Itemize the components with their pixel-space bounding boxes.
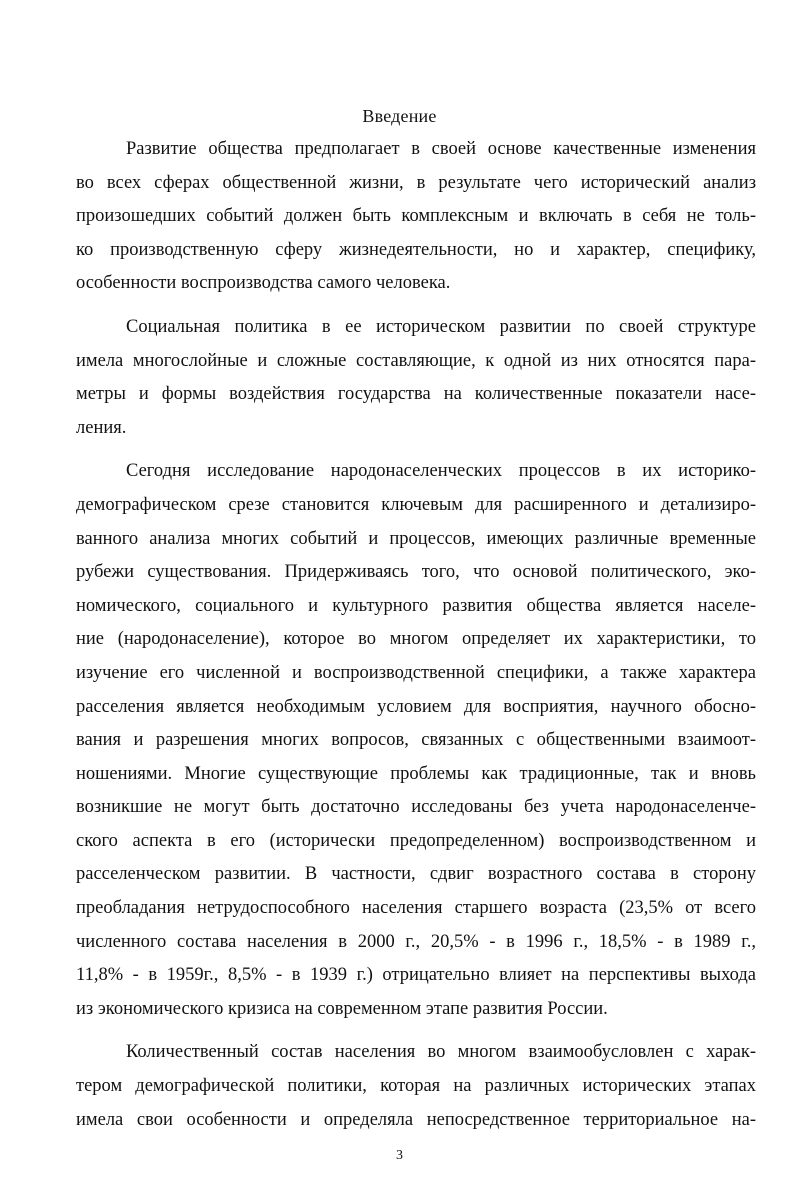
text-line: особенности воспроизводства самого человека.	[76, 273, 451, 294]
text-line: имела многослойные и сложные составляющие, к одной из них относятся пара-	[76, 350, 756, 371]
text-line: ванного анализа многих событий и процессов, имеющих различные временные	[76, 528, 756, 549]
text-line: ления.	[76, 417, 127, 438]
body-text	[76, 133, 756, 1137]
text-line: Количественный состав населения во многом взаимообусловлен с харак-	[126, 1042, 756, 1063]
text-line: численного состава населения в 2000 г., 20,5% - в 1996 г., 18,5% - в 1989 г.,	[76, 931, 756, 952]
text-line: Сегодня исследование народонаселенческих процессов в их историко-	[126, 461, 756, 482]
text-line: ние (народонаселение), которое во многом определяет их характеристики, то	[76, 629, 756, 650]
text-line: во всех сферах общественной жизни, в результате чего исторический анализ	[76, 172, 756, 193]
text-line: из экономического кризиса на современном этапе развития России.	[76, 998, 608, 1019]
paragraph-2	[76, 311, 756, 445]
text-line: Развитие общества предполагает в своей основе качественные изменения	[126, 139, 756, 159]
text-line: вания и разрешения многих вопросов, связанных с общественными взаимоот-	[76, 730, 756, 751]
text-line: имела свои особенности и определяла непосредственное территориальное на-	[76, 1109, 756, 1130]
text-line: произошедших событий должен быть комплексным и включать в себя не толь-	[76, 206, 756, 227]
text-line: возникшие не могут быть достаточно исследованы без учета народонаселенче-	[76, 797, 756, 818]
text-line: 11,8% - в 1959г., 8,5% - в 1939 г.) отрицательно влияет на перспективы выхода	[76, 965, 756, 986]
text-line: Социальная политика в ее историческом развитии по своей структуре	[126, 316, 756, 337]
paragraph-4	[76, 1036, 756, 1137]
text-line: рубежи существования. Придерживаясь того, что основой политического, эко-	[76, 562, 756, 583]
text-line: преобладания нетрудоспособного населения старшего возраста (23,5% от всего	[76, 898, 756, 919]
paragraph-3	[76, 455, 756, 1026]
text-line: тером демографической политики, которая на различных исторических этапах	[76, 1076, 756, 1097]
paragraph-1	[76, 133, 756, 301]
text-line: расселения является необходимым условием для восприятия, научного обосно-	[76, 696, 756, 717]
text-line: ко производственную сферу жизнедеятельности, но и характер, специфику,	[76, 239, 756, 260]
text-line: ношениями. Многие существующие проблемы как традиционные, так и вновь	[76, 763, 756, 784]
page-number: 3	[396, 1148, 403, 1163]
text-line: изучение его численной и воспроизводственной специфики, а также характера	[76, 662, 756, 683]
page-title: Введение	[362, 106, 437, 126]
text-line: метры и формы воздействия государства на количественные показатели насе-	[76, 384, 756, 405]
text-line: номического, социального и культурного развития общества является населе-	[76, 595, 756, 616]
text-line: ского аспекта в его (исторически предопределенном) воспроизводственном и	[76, 830, 756, 851]
text-line: демографическом срезе становится ключевым для расширенного и детализиро-	[76, 494, 756, 515]
text-line: расселенческом развитии. В частности, сдвиг возрастного состава в сторону	[76, 864, 756, 885]
